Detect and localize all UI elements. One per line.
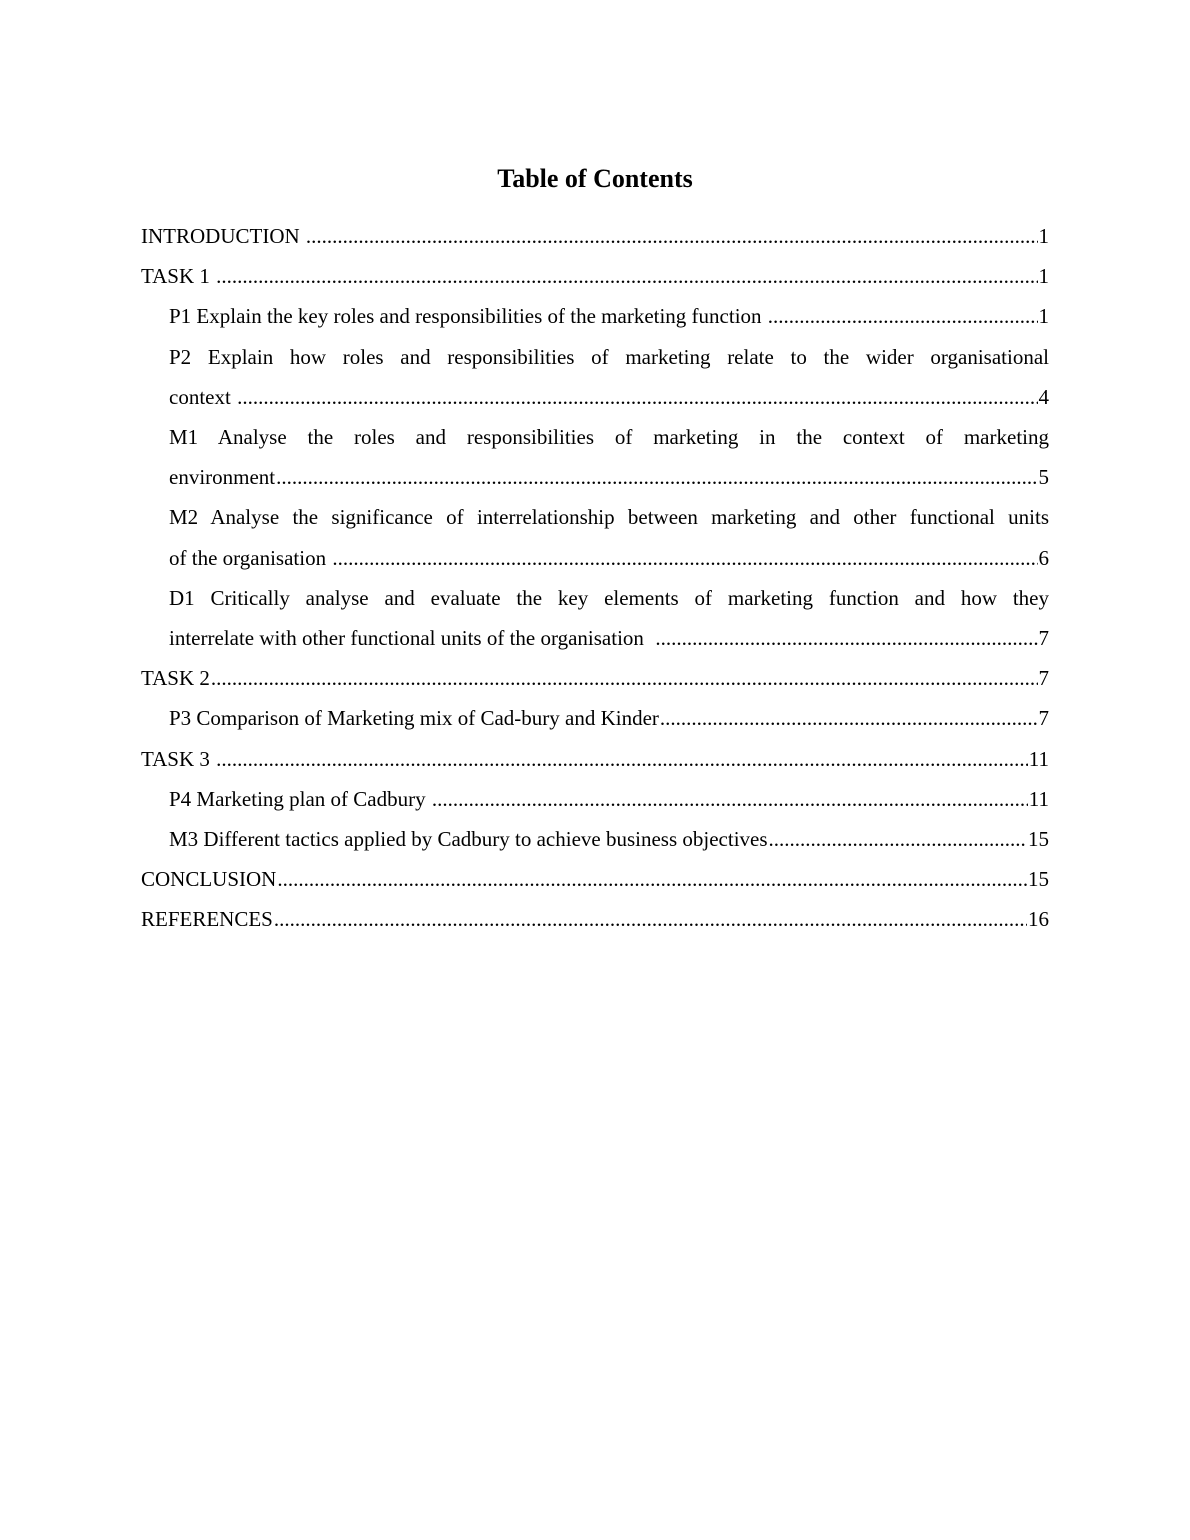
page-title: Table of Contents	[497, 164, 693, 193]
toc-entry-page-number: 4	[1038, 384, 1049, 409]
toc-entry[interactable]	[169, 417, 1049, 497]
toc-entry-row	[141, 899, 1049, 939]
toc-entry-page-number: 1	[1038, 224, 1049, 248]
toc-entry-page-number: 1	[1038, 264, 1049, 289]
toc-entry[interactable]	[169, 819, 1049, 859]
toc-entry-page-number: 15	[1028, 867, 1049, 892]
dot-leader	[332, 538, 1037, 578]
toc-entry-text-line: D1 Critically analyse and evaluate the key elements of marketing function and how they	[169, 585, 1049, 610]
toc-entry-row	[169, 457, 1049, 497]
toc-entry-row	[169, 779, 1049, 819]
toc-entry-row	[141, 739, 1049, 779]
toc-entry[interactable]	[169, 698, 1049, 738]
dot-leader	[216, 739, 1028, 779]
toc-entry-page-number: 15	[1028, 827, 1049, 852]
toc-entry-title: TASK 1	[141, 264, 216, 289]
dot-leader	[768, 296, 1038, 336]
toc-entry-title: context	[169, 384, 237, 409]
toc-entry-page-number: 7	[1038, 626, 1049, 651]
dot-leader	[655, 618, 1037, 658]
toc-entry-title: TASK 3	[141, 746, 216, 771]
toc-entry-title: P1 Explain the key roles and responsibilities of the marketing function	[169, 304, 767, 329]
dot-leader	[769, 819, 1027, 859]
toc-entry[interactable]	[169, 578, 1049, 658]
toc-entry-text-line: M2 Analyse the significance of interrelationship between marketing and other functional units	[169, 505, 1049, 530]
dot-leader	[216, 256, 1037, 296]
toc-entry[interactable]	[169, 497, 1049, 577]
toc-entry[interactable]	[169, 296, 1049, 336]
toc-entry[interactable]	[141, 256, 1049, 296]
table-of-contents	[141, 216, 1049, 940]
toc-entry[interactable]	[169, 337, 1049, 417]
dot-leader	[274, 899, 1027, 939]
toc-entry-title: environment	[169, 465, 276, 490]
toc-entry-page-number: 7	[1038, 666, 1049, 691]
toc-entry[interactable]	[141, 899, 1049, 939]
toc-entry-row	[141, 658, 1049, 698]
toc-entry-text-line: M1 Analyse the roles and responsibilities of marketing in the context of marketing	[169, 425, 1049, 450]
toc-entry[interactable]	[141, 739, 1049, 779]
toc-entry-page-number: 16	[1028, 907, 1049, 932]
toc-entry-row	[141, 859, 1049, 899]
toc-entry[interactable]	[141, 658, 1049, 698]
toc-entry-title: M3 Different tactics applied by Cadbury to achieve business objectives	[169, 827, 768, 852]
dot-leader	[237, 377, 1037, 417]
toc-entry-title: interrelate with other functional units of the organisation	[169, 626, 655, 651]
toc-entry-page-number: 11	[1028, 786, 1049, 811]
dot-leader	[276, 457, 1037, 497]
toc-entry-row	[169, 296, 1049, 336]
dot-leader	[660, 698, 1038, 738]
toc-entry[interactable]	[141, 859, 1049, 899]
dot-leader	[432, 779, 1028, 819]
dot-leader	[277, 859, 1027, 899]
toc-entry-page-number: 6	[1038, 545, 1049, 570]
toc-entry-title: INTRODUCTION	[141, 224, 305, 248]
toc-entry-row	[141, 216, 1049, 256]
toc-entry-title: of the organisation	[169, 545, 332, 570]
toc-entry-title: CONCLUSION	[141, 867, 277, 892]
toc-entry-row	[169, 618, 1049, 658]
toc-entry-title: P4 Marketing plan of Cadbury	[169, 786, 431, 811]
toc-entry-text-line: P2 Explain how roles and responsibilities of marketing relate to the wider organisational	[169, 344, 1049, 369]
dot-leader	[306, 216, 1038, 256]
toc-entry-title: REFERENCES	[141, 907, 273, 932]
toc-entry-row	[169, 698, 1049, 738]
toc-entry[interactable]	[169, 779, 1049, 819]
toc-entry-row	[169, 538, 1049, 578]
toc-entry-row	[169, 377, 1049, 417]
toc-entry-row	[169, 819, 1049, 859]
toc-entry-page-number: 5	[1038, 465, 1049, 490]
toc-entry-page-number: 7	[1038, 706, 1049, 731]
dot-leader	[211, 658, 1038, 698]
toc-entry-page-number: 11	[1028, 746, 1049, 771]
toc-entry-row	[141, 256, 1049, 296]
toc-entry-title: P3 Comparison of Marketing mix of Cad-bury and Kinder	[169, 706, 659, 731]
toc-entry-title: TASK 2	[141, 666, 210, 691]
toc-entry[interactable]	[141, 216, 1049, 256]
toc-entry-page-number: 1	[1038, 304, 1049, 329]
